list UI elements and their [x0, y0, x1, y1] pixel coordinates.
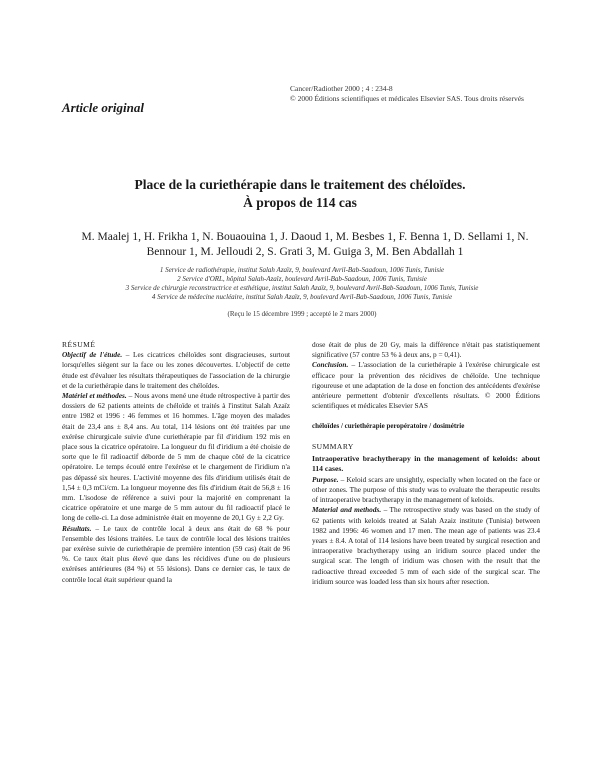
copyright-notice: © 2000 Éditions scientifiques et médicales Elsevier SAS. Tous droits réservés	[290, 93, 524, 103]
affiliation: 1 Service de radiothérapie, institut Salah Azaïz, 9, boulevard Avril-Bab-Saadoun, 1006 Tunis, Tunisie	[159, 266, 445, 274]
abstract-paragraph	[312, 340, 540, 360]
abstract-paragraph	[62, 391, 290, 524]
abstract-continued	[312, 340, 540, 587]
summary-title: Intraoperative brachytherapy in the management of keloids: about 114 cases.	[312, 453, 540, 474]
section-label: Article original	[62, 100, 144, 115]
keywords: chéloïdes / curiethérapie peropératoire / dosimétrie	[312, 422, 465, 431]
affiliation: 2 Service d'ORL, hôpital Salah-Azaïz, boulevard Avril-Bab-Saadoun, 1006 Tunis, Tunisie	[177, 275, 427, 283]
title-line-1: Place de la curiethérapie dans le traitement des chéloïdes.	[134, 177, 466, 192]
paragraph-text: – Le taux de contrôle local à deux ans était de 68 % pour l'ensemble des lésions traitées. Le taux de contrôle local des lésions traitées par exérèse suivie de curiethérapie de première intention (59 cas) était de 96 %. Ce taux était plus élevé que dans les récidives d'une ou de plusieurs exérèses antérieures (84 %) et 55 lésions). Dans ce dernier cas, le taux de contrôle local était supérieur quand la	[62, 523, 290, 584]
affiliations	[62, 266, 542, 302]
title-line-2: À propos de 114 cas	[243, 195, 357, 210]
summary-paragraph	[312, 505, 540, 587]
paragraph-label: Objectif de l'étude.	[62, 350, 123, 360]
paragraph-text: – The retrospective study was based on the study of 62 patients with keloids treated at Salah Azaiz institute (Tunisia) between 1982 and 1996: 46 women and 17 men. The mean age of patients was 23.4 years ± 8.4. A total of 114 lesions have been treated by surgical resection and intraoperative brachytherapy using an iridium source placed under the surgical scar. The length of iridium was chosen with the result that the radioactive thread exceeded 5 mm of each side of the surgical scar. The iridium source was loaded less than six hours after resection.	[312, 505, 540, 586]
journal-header	[290, 84, 550, 103]
paragraph-label: Conclusion.	[312, 360, 349, 370]
journal-reference: Cancer/Radiother 2000 ; 4 : 234-8	[290, 84, 393, 93]
paragraph-label: Matériel et méthodes.	[62, 391, 127, 401]
abstract-paragraph	[62, 350, 290, 391]
affiliation: 4 Service de médecine nucléaire, institut Salah Azaïz, 9, boulevard Avril-Bab-Saadoun, 1006 Tunis, Tunisie	[151, 293, 453, 301]
received-dates: (Reçu le 15 décembre 1999 ; accepté le 2 mars 2000)	[227, 310, 377, 318]
abstract-paragraph	[62, 524, 290, 585]
abstract-french	[62, 340, 290, 585]
affiliation: 3 Service de chirurgie reconstructrice et esthétique, institut Salah Azaïz, 9, boulevard Avril-Bab-Saadoun, 1006 Tunis, Tunisie	[125, 284, 479, 292]
article-title	[40, 176, 560, 212]
paragraph-label: Purpose.	[312, 474, 339, 484]
paragraph-text: – Nous avons mené une étude rétrospective à partir des dossiers de 62 patients atteints de chéloïde et traités à l'institut Salah Azaïz entre 1982 et 1996 : 46 femmes et 16 hommes. L'âge moyen des malades était de 23,4 ans ± 8,4 ans. Au total, 114 lésions ont été traitées par une exérèse chirurgicale suivie d'une curiethérapie par fil d'iridium 192 mis en place sous la cicatrice opératoire. La longueur du fil d'iridium a été choisie de sorte que le fil radioactif déborde de 5 mm de chaque côté de la cicatrice opératoire. Le temps écoulé entre l'exérèse et le chargement de l'iridium n'a pas dépassé six heures. L'activité moyenne des fils d'iridium utilisés était de 1,54 ± 0,3 mCi/cm. La longueur moyenne des fils d'iridium était de 56,8 ± 16 mm. L'isodose de référence a suivi pour la majorité en comprenant la cicatrice opératoire et une marge de 5 mm autour du fil radioactif placé le long de celle-ci. La dose administrée était en moyenne de 20,1 Gy ± 2,2 Gy.	[62, 391, 290, 523]
paragraph-label: Material and methods.	[312, 505, 382, 515]
paragraph-text: dose était de plus de 20 Gy, mais la différence n'était pas statistiquement significative (57 contre 53 % à deux ans, p = 0,41).	[312, 340, 540, 360]
paragraph-label: Résultats.	[62, 523, 92, 533]
paragraph-text: – Les cicatrices chéloïdes sont disgracieuses, surtout lorsqu'elles siègent sur la face ou les zones découvertes. L'objectif de cette étude est d'évaluer les résultats thérapeutiques de l'association de la chirurgie et de la curiethérapie dans le traitement des chéloïdes.	[62, 350, 290, 390]
summary-heading: SUMMARY	[312, 441, 354, 451]
summary-paragraph	[312, 475, 540, 506]
paragraph-text: – Keloid scars are unsightly, especially when located on the face or other zones. The purpose of this study was to evaluate the therapeutic results of intraoperative brachytherapy in the management of keloids.	[312, 474, 540, 505]
paragraph-text: – L'association de la curiethérapie à l'exérèse chirurgicale est efficace pour la prévention des récidives de chéloïde. Une technique rigoureuse et une adaptation de la dose en fonction des antécédents d'exérèse antérieure permettent d'obtenir d'excellents résultats. © 2000 Éditions scientifiques et médicales Elsevier SAS	[312, 360, 540, 411]
abstract-paragraph	[312, 360, 540, 411]
author-list: M. Maalej 1, H. Frikha 1, N. Bouaouina 1, J. Daoud 1, M. Besbes 1, F. Benna 1, D. Sellami 1, N. Bennour 1, M. Jelloudi 2, S. Grati 3, M. Guiga 3, M. Ben Abdallah 1	[81, 231, 529, 258]
resume-heading: RÉSUMÉ	[62, 340, 96, 349]
